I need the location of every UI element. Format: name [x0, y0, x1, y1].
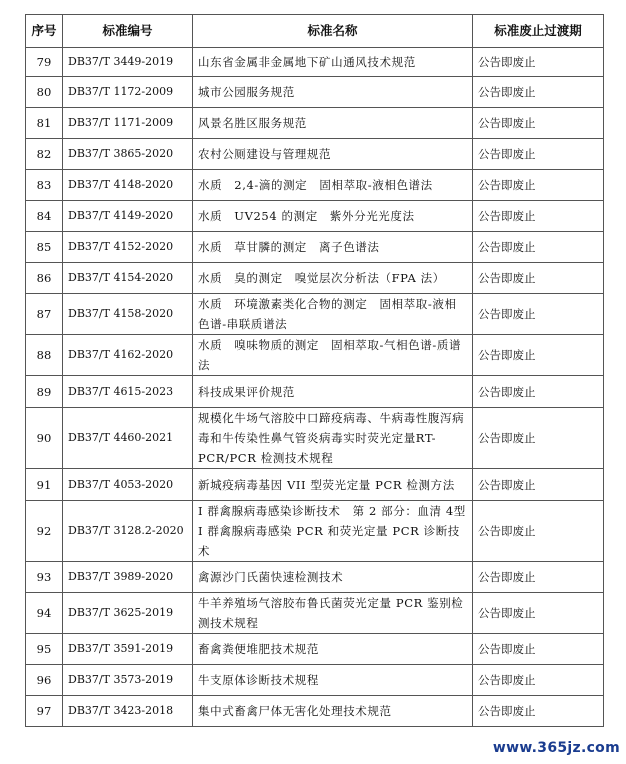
row-standard-name: 水质 嗅味物质的测定 固相萃取-气相色谱-质谱法 — [193, 335, 473, 376]
row-serial-no: 82 — [26, 139, 63, 170]
row-serial-no: 79 — [26, 48, 63, 77]
row-standard-name: 集中式畜禽尸体无害化处理技术规范 — [193, 696, 473, 727]
row-standard-code: DB37/T 3128.2-2020 — [63, 501, 193, 562]
row-standard-name: 城市公园服务规范 — [193, 77, 473, 108]
row-standard-name: 畜禽粪便堆肥技术规范 — [193, 634, 473, 665]
row-standard-name: 风景名胜区服务规范 — [193, 108, 473, 139]
table-row — [26, 665, 604, 696]
row-repeal-status: 公告即废止 — [473, 77, 604, 108]
table-row — [26, 170, 604, 201]
row-standard-code: DB37/T 4053-2020 — [63, 469, 193, 501]
row-repeal-status: 公告即废止 — [473, 108, 604, 139]
table-row — [26, 201, 604, 232]
row-standard-code: DB37/T 3573-2019 — [63, 665, 193, 696]
row-repeal-status: 公告即废止 — [473, 665, 604, 696]
row-standard-code: DB37/T 4615-2023 — [63, 376, 193, 408]
row-standard-code: DB37/T 4158-2020 — [63, 294, 193, 335]
row-serial-no: 84 — [26, 201, 63, 232]
row-standard-name: 山东省金属非金属地下矿山通风技术规范 — [193, 48, 473, 77]
row-serial-no: 85 — [26, 232, 63, 263]
row-repeal-status: 公告即废止 — [473, 376, 604, 408]
row-repeal-status: 公告即废止 — [473, 232, 604, 263]
row-standard-code: DB37/T 3423-2018 — [63, 696, 193, 727]
table-row — [26, 232, 604, 263]
row-standard-code: DB37/T 3591-2019 — [63, 634, 193, 665]
row-repeal-status: 公告即废止 — [473, 294, 604, 335]
row-standard-name: 水质 臭的测定 嗅觉层次分析法（FPA 法） — [193, 263, 473, 294]
row-standard-name: I 群禽腺病毒感染诊断技术 第 2 部分：血清 4型 I 群禽腺病毒感染 PCR 和荧光定量 PCR 诊断技术 — [193, 501, 473, 562]
row-standard-name: 牛支原体诊断技术规程 — [193, 665, 473, 696]
table-row — [26, 48, 604, 77]
row-repeal-status: 公告即废止 — [473, 562, 604, 593]
row-repeal-status: 公告即废止 — [473, 170, 604, 201]
row-standard-code: DB37/T 4154-2020 — [63, 263, 193, 294]
row-repeal-status: 公告即废止 — [473, 593, 604, 634]
row-serial-no: 83 — [26, 170, 63, 201]
row-standard-name: 新城疫病毒基因 VII 型荧光定量 PCR 检测方法 — [193, 469, 473, 501]
row-serial-no: 87 — [26, 294, 63, 335]
table-header-row — [26, 15, 604, 48]
table-row — [26, 408, 604, 469]
row-repeal-status: 公告即废止 — [473, 48, 604, 77]
row-standard-name: 禽源沙门氏菌快速检测技术 — [193, 562, 473, 593]
table-row — [26, 501, 604, 562]
header-repeal-transition: 标准废止过渡期 — [473, 15, 604, 48]
row-repeal-status: 公告即废止 — [473, 263, 604, 294]
row-serial-no: 91 — [26, 469, 63, 501]
row-repeal-status: 公告即废止 — [473, 469, 604, 501]
table-row — [26, 376, 604, 408]
table-row — [26, 139, 604, 170]
row-serial-no: 95 — [26, 634, 63, 665]
row-standard-name: 水质 2,4-滴的测定 固相萃取-液相色谱法 — [193, 170, 473, 201]
row-standard-name: 水质 环境激素类化合物的测定 固相萃取-液相色谱-串联质谱法 — [193, 294, 473, 335]
row-standard-name: 水质 UV254 的测定 紫外分光光度法 — [193, 201, 473, 232]
header-standard-code: 标准编号 — [63, 15, 193, 48]
row-standard-name: 规模化牛场气溶胶中口蹄疫病毒、牛病毒性腹泻病毒和牛传染性鼻气管炎病毒实时荧光定量RT-PCR/PCR 检测技术规程 — [193, 408, 473, 469]
table-row — [26, 634, 604, 665]
table-row — [26, 77, 604, 108]
row-serial-no: 93 — [26, 562, 63, 593]
row-standard-code: DB37/T 3989-2020 — [63, 562, 193, 593]
table-row — [26, 562, 604, 593]
table-row — [26, 469, 604, 501]
row-serial-no: 80 — [26, 77, 63, 108]
row-serial-no: 89 — [26, 376, 63, 408]
site-watermark: www.365jz.com — [492, 740, 620, 756]
table-row — [26, 294, 604, 335]
row-repeal-status: 公告即废止 — [473, 501, 604, 562]
row-serial-no: 96 — [26, 665, 63, 696]
row-standard-name: 水质 草甘膦的测定 离子色谱法 — [193, 232, 473, 263]
row-repeal-status: 公告即废止 — [473, 696, 604, 727]
row-serial-no: 97 — [26, 696, 63, 727]
row-standard-code: DB37/T 4148-2020 — [63, 170, 193, 201]
header-serial-no: 序号 — [26, 15, 63, 48]
table-row — [26, 696, 604, 727]
table-row — [26, 335, 604, 376]
row-repeal-status: 公告即废止 — [473, 408, 604, 469]
row-standard-code: DB37/T 4162-2020 — [63, 335, 193, 376]
table-row — [26, 263, 604, 294]
row-standard-code: DB37/T 4149-2020 — [63, 201, 193, 232]
row-standard-name: 科技成果评价规范 — [193, 376, 473, 408]
row-serial-no: 86 — [26, 263, 63, 294]
row-serial-no: 88 — [26, 335, 63, 376]
row-standard-code: DB37/T 3865-2020 — [63, 139, 193, 170]
row-standard-code: DB37/T 1172-2009 — [63, 77, 193, 108]
row-repeal-status: 公告即废止 — [473, 335, 604, 376]
row-repeal-status: 公告即废止 — [473, 201, 604, 232]
row-standard-code: DB37/T 3625-2019 — [63, 593, 193, 634]
row-repeal-status: 公告即废止 — [473, 634, 604, 665]
row-standard-code: DB37/T 3449-2019 — [63, 48, 193, 77]
table-row — [26, 593, 604, 634]
row-serial-no: 90 — [26, 408, 63, 469]
standards-table — [25, 14, 604, 727]
row-standard-name: 牛羊养殖场气溶胶布鲁氏菌荧光定量 PCR 鉴别检测技术规程 — [193, 593, 473, 634]
row-serial-no: 94 — [26, 593, 63, 634]
row-serial-no: 92 — [26, 501, 63, 562]
row-standard-name: 农村公厕建设与管理规范 — [193, 139, 473, 170]
row-repeal-status: 公告即废止 — [473, 139, 604, 170]
row-standard-code: DB37/T 4460-2021 — [63, 408, 193, 469]
header-standard-name: 标准名称 — [193, 15, 473, 48]
row-standard-code: DB37/T 1171-2009 — [63, 108, 193, 139]
table-row — [26, 108, 604, 139]
row-standard-code: DB37/T 4152-2020 — [63, 232, 193, 263]
row-serial-no: 81 — [26, 108, 63, 139]
